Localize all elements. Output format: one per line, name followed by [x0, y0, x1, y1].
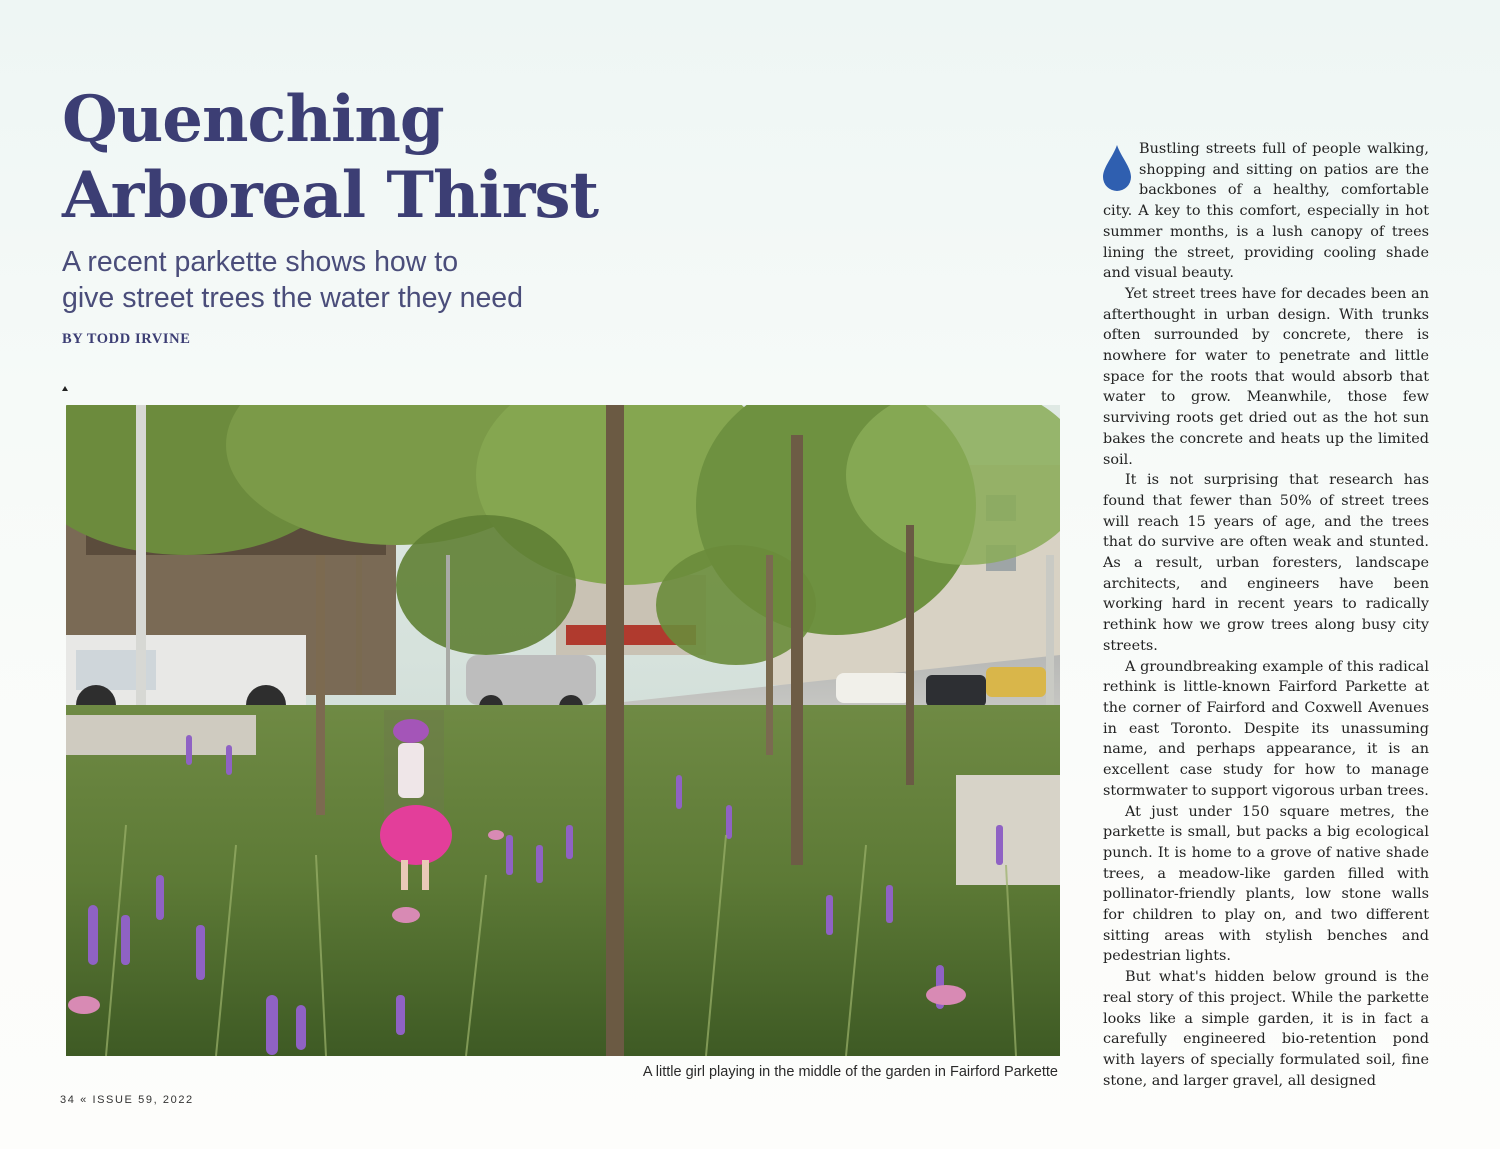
page-folio: 34 « ISSUE 59, 2022 [60, 1094, 194, 1106]
deck-line-1: A recent parkette shows how to [62, 246, 459, 278]
article-photo [66, 405, 1060, 1056]
water-drop-icon [1103, 145, 1131, 191]
byline: BY TODD IRVINE [62, 331, 191, 347]
headline-line-2: Arboreal Thirst [62, 158, 599, 233]
headline-line-1: Quenching [62, 82, 444, 157]
article-body [1103, 139, 1429, 1091]
body-paragraph-4: A groundbreaking example of this radical rethink is little-known Fairford Parkette at the corner of Fairford and Coxwell Avenues in east Toronto. Despite its unassuming name, and perhaps appearance, it is an excellent case study for how to manage stormwater to support vigorous urban trees. [1103, 658, 1429, 799]
deck-line-2: give street trees the water they need [62, 282, 524, 314]
body-paragraph-1-text: Bustling streets full of people walking, shopping and sitting on patios are the backbones of a healthy, comfortable city. A key to this comfort, especially in hot summer months, is a lush canopy of trees lining the street, providing cooling shade and visual beauty. [1103, 141, 1429, 282]
body-paragraph-6: But what's hidden below ground is the real story of this project. While the parkette looks like a simple garden, it is in fact a carefully engineered bio-retention pond with layers of specially formulated soil, fine stone, and larger gravel, all designed [1103, 969, 1429, 1089]
article-headline [62, 82, 702, 234]
parkette-photo-illustration [66, 405, 1060, 1056]
article-deck [62, 244, 582, 316]
body-paragraph-2: Yet street trees have for decades been an afterthought in urban design. With trunks often surrounded by concrete, there is nowhere for water to penetrate and little space for the roots that would absorb that water to grow. Meanwhile, those few surviving roots get dried out as the hot sun bakes the concrete and heats up the limited soil. [1103, 285, 1429, 468]
print-mark [62, 386, 68, 391]
body-paragraph-3: It is not surprising that research has found that fewer than 50% of street trees will reach 15 years of age, and the trees that do survive are often weak and stunted. As a result, urban foresters, landscape architects, and engineers have been working hard in recent years to radically rethink how we grow trees along busy city streets. [1103, 472, 1429, 654]
photo-caption: A little girl playing in the middle of the garden in Fairford Parkette [642, 1064, 1058, 1080]
body-paragraph-1 [1103, 139, 1429, 284]
body-paragraph-5: At just under 150 square metres, the parkette is small, but packs a big ecological punch. It is home to a grove of native shade trees, a meadow-like garden filled with pollinator-friendly plants, low stone walls for children to play on, and two different sitting areas with stylish benches and pedestrian lights. [1103, 803, 1429, 965]
